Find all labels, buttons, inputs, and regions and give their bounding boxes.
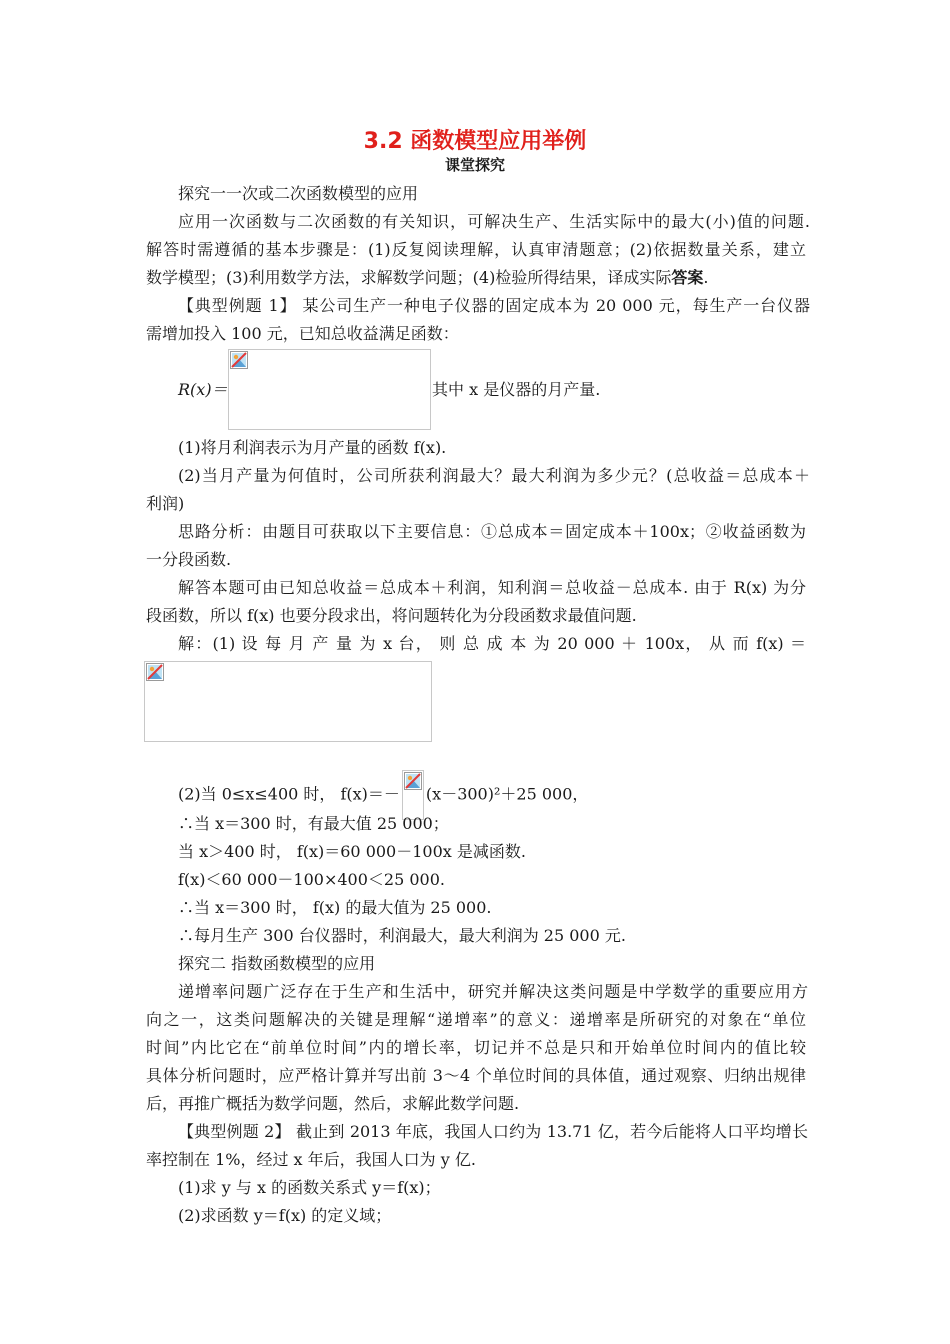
solution-line: ∴当 x＝300 时， f(x) 的最大值为 25 000. [178, 898, 492, 917]
solution-line: ∴每月生产 300 台仪器时，利润最大，最大利润为 25 000 元. [178, 926, 626, 945]
paragraph-line: 向之一，这类问题解决的关键是理解“递增率”的意义：递增率是所研究的对象在“单位 [146, 1010, 806, 1029]
paragraph-line: 具体分析问题时，应严格计算并写出前 3～4 个单位时间的具体值，通过观察、归纳出规律 [146, 1066, 806, 1085]
paragraph-line: 递增率问题广泛存在于生产和生活中，研究并解决这类问题是中学数学的重要应用方 [178, 982, 808, 1001]
question-line: (2)当月产量为何值时，公司所获利润最大？最大利润为多少元？(总收益＝总成本＋ [178, 466, 810, 485]
paragraph-line: 后，再推广概括为数学问题，然后，求解此数学问题. [146, 1094, 520, 1113]
r-function-label: R(x)＝ [178, 380, 228, 399]
paragraph-text: 数学模型；(3)利用数学方法，求解数学问题；(4)检验所得结果，译成实际 [146, 268, 672, 287]
solution-line: 当 x＞400 时， f(x)＝60 000－100x 是减函数. [178, 842, 526, 861]
paragraph-text: . [703, 268, 709, 287]
solution-text: (2)当 0≤x≤400 时， f(x)＝－ [178, 784, 400, 804]
analysis-line: 解答本题可由已知总收益＝总成本＋利润，知利润＝总收益－总成本. 由于 R(x) 为分 [178, 578, 806, 597]
section2-heading: 探究二 指数函数模型的应用 [178, 954, 376, 973]
formula-image-r [228, 349, 431, 430]
question-line: (1)将月利润表示为月产量的函数 f(x). [178, 438, 447, 457]
solution-text: (x－300)²＋25 000， [425, 784, 589, 804]
answer-link[interactable]: 答案 [671, 268, 704, 287]
paragraph-line: 时间”内比它在“前单位时间”内的增长率，切记并不总是只和开始单位时间内的值比较 [146, 1038, 806, 1057]
broken-image-icon [404, 772, 422, 790]
page-title: 3.2 函数模型应用举例 [363, 129, 587, 154]
page-subtitle: 课堂探究 [444, 156, 505, 174]
solution-line: ∴当 x＝300 时，有最大值 25 000； [178, 814, 449, 833]
example1-line: 需增加投入 100 元，已知总收益满足函数： [146, 324, 459, 343]
analysis-line: 思路分析：由题目可获取以下主要信息：①总成本＝固定成本＋100x；②收益函数为 [178, 522, 806, 541]
solution-line [178, 770, 588, 820]
formula-image-f [144, 661, 432, 742]
broken-image-icon [230, 351, 248, 369]
analysis-line: 一分段函数. [146, 550, 232, 569]
solution-line: f(x)＜60 000－100×400＜25 000. [178, 870, 445, 889]
example2-line: 【典型例题 2】 截止到 2013 年底，我国人口约为 13.71 亿，若今后能将人口平均增长 [178, 1122, 808, 1141]
formula-image-fraction [402, 770, 424, 820]
broken-image-icon [146, 663, 164, 681]
paragraph-line: 解答时需遵循的基本步骤是：(1)反复阅读理解，认真审清题意；(2)依据数量关系，建立 [146, 240, 806, 259]
paragraph-line: 应用一次函数与二次函数的有关知识，可解决生产、生活实际中的最大(小)值的问题. [178, 212, 810, 231]
r-function-note: 其中 x 是仪器的月产量. [432, 380, 601, 399]
example2-line: 率控制在 1%，经过 x 年后，我国人口为 y 亿. [146, 1150, 476, 1169]
question-line: 利润) [146, 494, 185, 513]
question-line: (2)求函数 y＝f(x) 的定义域； [178, 1206, 392, 1225]
example1-line: 【典型例题 1】 某公司生产一种电子仪器的固定成本为 20 000 元，每生产一台仪器 [178, 296, 810, 315]
analysis-line: 段函数，所以 f(x) 也要分段求出，将问题转化为分段函数求最值问题. [146, 606, 637, 625]
section1-heading: 探究一一次或二次函数模型的应用 [178, 184, 419, 203]
solution-line: 解：(1) 设 每 月 产 量 为 x 台， 则 总 成 本 为 20 000 ＋ 100x， 从 而 f(x) ＝ [178, 634, 806, 653]
paragraph-line [146, 268, 708, 288]
question-line: (1)求 y 与 x 的函数关系式 y＝f(x)； [178, 1178, 441, 1197]
